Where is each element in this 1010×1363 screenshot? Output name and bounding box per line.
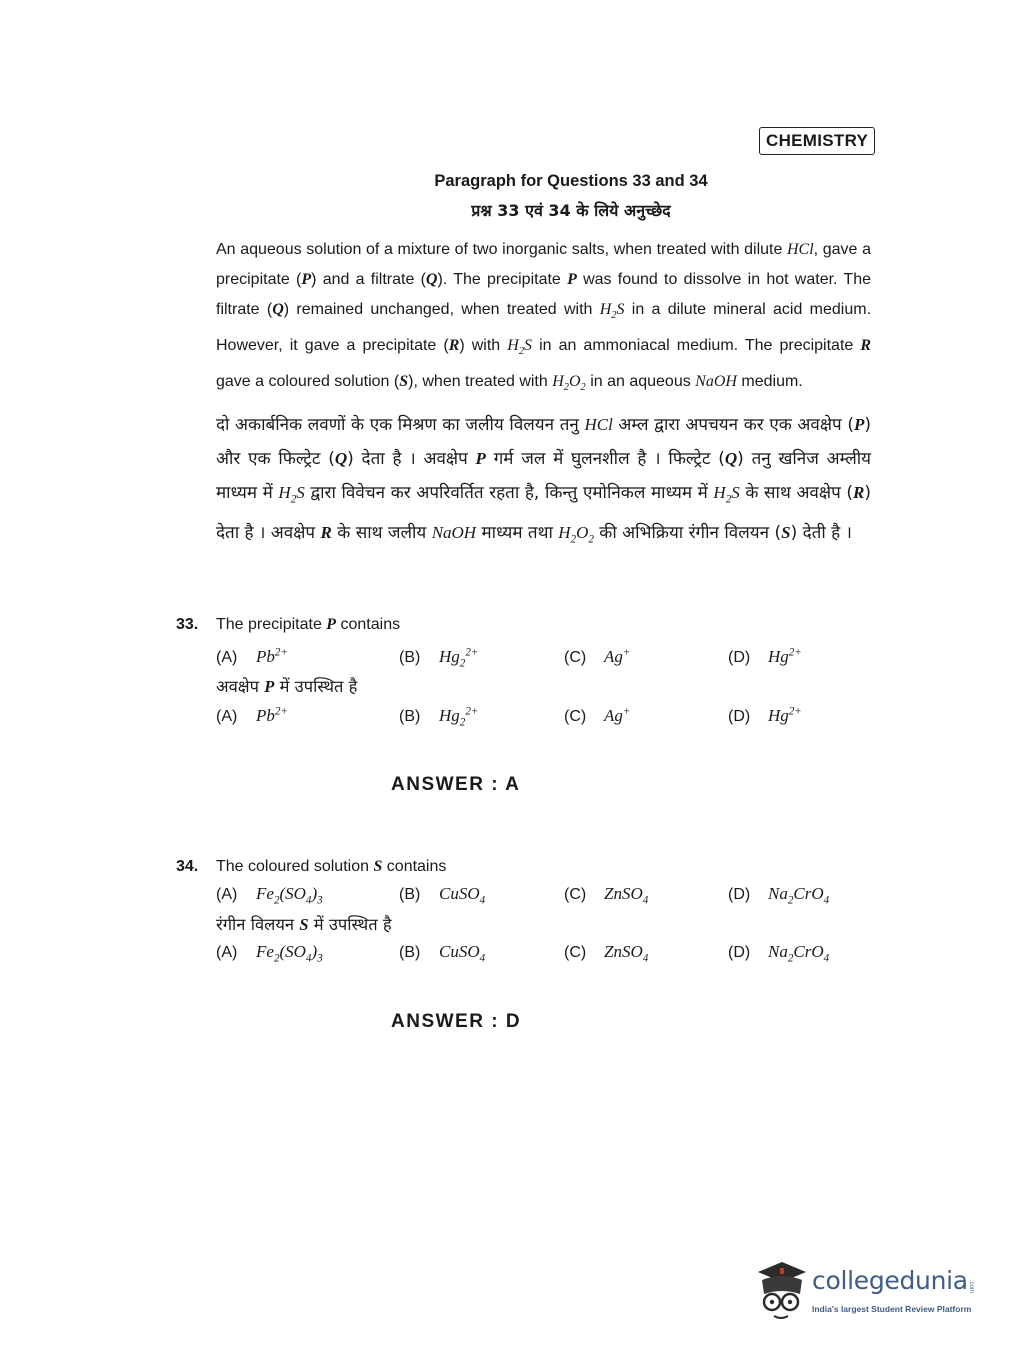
option-label: (D): [728, 648, 751, 666]
brand-tagline: India's largest Student Review Platform: [812, 1304, 972, 1314]
option-label: (A): [216, 886, 238, 903]
question-text-hi: अवक्षेप P में उपस्थित है: [216, 677, 358, 696]
option-b: (B) CuSO$_4$: [399, 942, 486, 965]
option-row-en: [216, 884, 876, 912]
option-c: (C) Ag+: [564, 646, 631, 666]
option-label: (D): [728, 886, 751, 903]
option-label: (B): [399, 648, 421, 666]
option-b: (B) CuSO$_4$: [399, 884, 486, 907]
collegedunia-logo: [752, 1258, 982, 1328]
option-label: (B): [399, 944, 421, 961]
option-label: (A): [216, 944, 238, 961]
option-label: (B): [399, 886, 421, 903]
brand-name: collegedunia: [812, 1266, 968, 1295]
paragraph-text-en: An aqueous solution of a mixture of two inorganic salts, when treated with dilute HCl, gave a precipitate (P) and a filtrate (Q). The precipitate P was found to dissolve in hot water. The filtrate (Q) remained unchanged, when treated with $H_2S$ in a dilute mineral acid medium. However, it gave a precipitate (R) with $H_2S$ in an ammoniacal medium. The precipitate R gave a coloured solution (S), when treated with $H_2O_2$ in an aqueous NaOH medium.: [216, 241, 872, 394]
option-label: (C): [564, 707, 587, 725]
option-row-hi: [216, 942, 876, 970]
option-d: (D) $Hg^{2+}$: [728, 705, 802, 725]
option-label: (D): [728, 707, 751, 725]
option-label: (C): [564, 944, 587, 961]
option-label: (C): [564, 886, 587, 903]
option-label: (D): [728, 944, 751, 961]
option-a: (A) $Fe_2(SO_4)_3$: [216, 942, 323, 965]
paragraph-text-hi: दो अकार्बनिक लवणों के एक मिश्रण का जलीय विलयन तनु HCl अम्ल द्वारा अपचयन कर एक अवक्षेप (P) और एक फिल्ट्रेट (Q) देता है । अवक्षेप P गर्म जल में घुलनशील है । फिल्ट्रेट (Q) तनु खनिज अम्लीय माध्यम में $H_2S$ द्वारा विवेचन कर अपरिवर्तित रहता है, किन्तु एमोनिकल माध्यम में $H_2S$ के साथ अवक्षेप (R) देता है । अवक्षेप R के साथ जलीय NaOH माध्यम तथा $H_2O_2$ की अभिक्रिया रंगीन विलयन (S) देती है ।: [216, 415, 872, 546]
option-d: (D) $Na_2CrO_4$: [728, 884, 830, 907]
option-label: (B): [399, 707, 421, 725]
option-row-en: [216, 646, 876, 674]
question-number: 34.: [176, 858, 199, 875]
answer-q33: ANSWER : A: [391, 774, 521, 795]
answer-q34: ANSWER : D: [391, 1011, 522, 1032]
paragraph-title-en: Paragraph for Questions 33 and 34: [434, 172, 708, 190]
option-label: (A): [216, 707, 238, 725]
option-b: (B) $Hg_2^{2+}$: [399, 646, 479, 670]
question-text-en: The coloured solution S contains: [216, 858, 447, 875]
question-number: 33.: [176, 616, 199, 633]
option-label: (C): [564, 648, 587, 666]
option-row-hi: [216, 705, 876, 733]
subject-label: CHEMISTRY: [759, 127, 875, 155]
question-text-en: The precipitate P contains: [216, 616, 401, 633]
option-c: (C) ZnSO$_4$: [564, 942, 649, 965]
option-a: (A) $Pb^{2+}$: [216, 705, 288, 725]
option-b: (B) $Hg_2^{2+}$: [399, 705, 479, 729]
brand-domain-suffix: .com: [968, 1280, 974, 1294]
graduate-mascot-icon: [752, 1258, 810, 1328]
option-d: (D) $Hg^{2+}$: [728, 646, 802, 666]
option-a: (A) $Pb^{2+}$: [216, 646, 288, 666]
option-c: (C) ZnSO$_4$: [564, 884, 649, 907]
option-c: (C) Ag+: [564, 705, 631, 725]
option-a: (A) $Fe_2(SO_4)_3$: [216, 884, 323, 907]
paragraph-title-hi: प्रश्न 33 एवं 34 के लिये अनुच्छेद: [471, 201, 671, 220]
option-label: (A): [216, 648, 238, 666]
question-text-hi: रंगीन विलयन S में उपस्थित है: [216, 915, 392, 934]
option-d: (D) $Na_2CrO_4$: [728, 942, 830, 965]
